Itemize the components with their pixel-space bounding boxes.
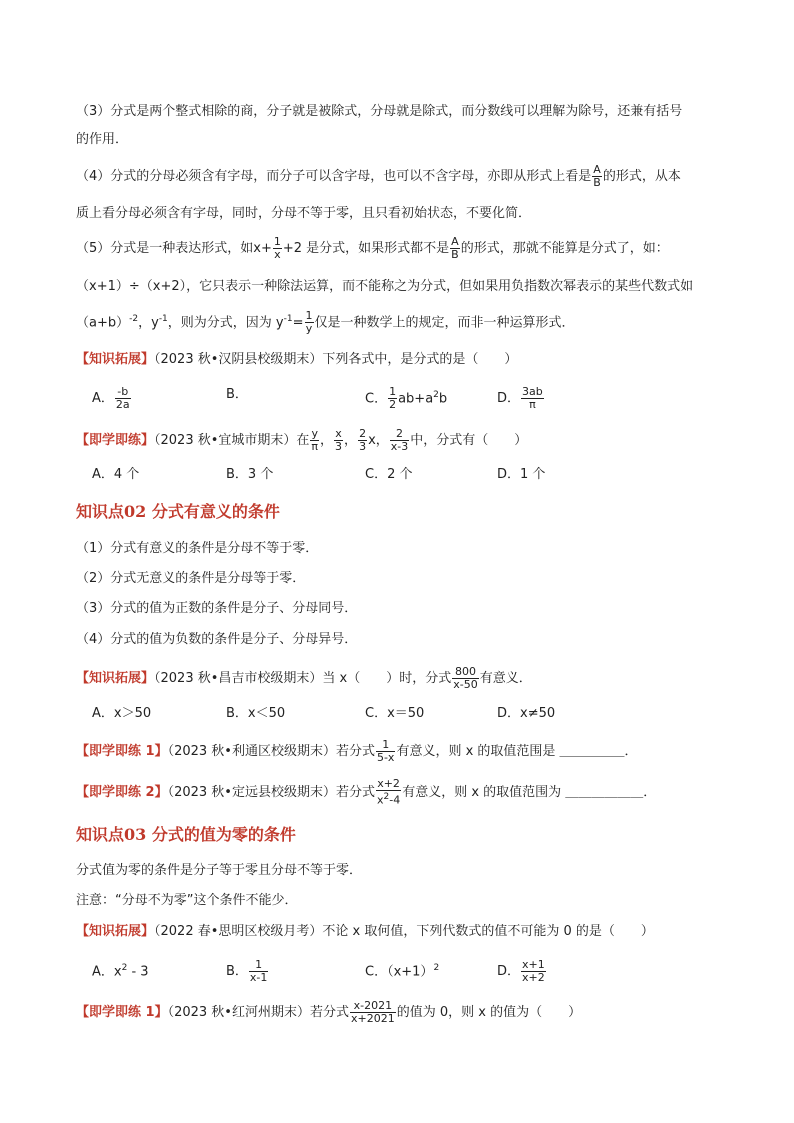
para-line: （3）分式的值为正数的条件是分子、分母同号． bbox=[76, 601, 358, 616]
fraction bbox=[115, 386, 131, 411]
option-d bbox=[497, 386, 545, 411]
denominator bbox=[376, 791, 401, 807]
text: ab+a bbox=[398, 391, 434, 407]
denominator: x bbox=[274, 248, 281, 261]
denominator: x+2021 bbox=[350, 1012, 395, 1025]
text: ， bbox=[320, 433, 334, 448]
option-d: D．x≠50 bbox=[497, 706, 556, 721]
numerator: 1 bbox=[376, 739, 395, 752]
question-4 bbox=[76, 739, 638, 764]
section-heading-3: 知识点03 分式的值为零的条件 bbox=[76, 825, 296, 844]
option-b bbox=[226, 959, 269, 984]
numerator: x bbox=[335, 427, 342, 440]
fraction-a-over-b bbox=[450, 236, 460, 261]
exponent: -1 bbox=[283, 314, 293, 324]
numerator: 2 bbox=[390, 428, 409, 441]
exponent: 2 bbox=[433, 963, 440, 973]
numerator: 800 bbox=[452, 666, 478, 679]
question-text: （2023 秋•利通区校级期末）若分式 bbox=[167, 744, 375, 759]
option-c bbox=[365, 386, 447, 411]
para-3-line2: 的作用． bbox=[76, 132, 129, 147]
text: （4）分式的分母必须含有字母，而分子可以含字母，也可以不含字母，亦即从形式上看是 bbox=[76, 169, 592, 184]
fraction bbox=[521, 959, 546, 984]
question-tag: 【即学即练 1】 bbox=[76, 1005, 168, 1020]
question-text: （2023 秋•宜城市期末）在 bbox=[154, 433, 310, 448]
para-line: （4）分式的值为负数的条件是分子、分母异号． bbox=[76, 632, 358, 647]
exponent: 2 bbox=[433, 390, 439, 400]
denominator: π bbox=[529, 398, 536, 411]
text: 的形式，从本 bbox=[602, 169, 681, 184]
option-a bbox=[92, 386, 132, 411]
text: 中，分式有（ ） bbox=[410, 433, 528, 448]
option-a: A．4 个 bbox=[92, 467, 140, 482]
question-tag: 【知识拓展】 bbox=[76, 924, 155, 939]
denominator: 3 bbox=[335, 440, 343, 453]
option-c: C．2 个 bbox=[365, 467, 413, 482]
denominator: 5-x bbox=[376, 751, 395, 764]
question-tag: 【即学即练】 bbox=[76, 433, 155, 448]
text: -4 bbox=[389, 793, 401, 807]
text: 有意义，则 x 的取值范围是 ＿＿＿＿＿． bbox=[396, 744, 638, 759]
denominator: B bbox=[593, 176, 601, 189]
denominator: x-50 bbox=[453, 678, 478, 691]
numerator: x-2021 bbox=[350, 1000, 396, 1013]
text: 有意义，则 x 的取值范围为 ＿＿＿＿＿＿． bbox=[402, 784, 657, 800]
para-line: 分式值为零的条件是分子等于零且分母不等于零． bbox=[76, 863, 363, 878]
question-tag: 【知识拓展】 bbox=[76, 352, 155, 367]
option-a: A．x＞50 bbox=[92, 706, 152, 721]
numerator: 2 bbox=[359, 427, 367, 440]
text: 的形式，那就不能算是分式了，如： bbox=[460, 241, 669, 256]
option-label: C．（x+1） bbox=[365, 964, 434, 980]
question-1 bbox=[76, 351, 517, 369]
fraction bbox=[376, 739, 395, 764]
denominator: 3 bbox=[359, 440, 367, 453]
exponent: -1 bbox=[158, 314, 168, 324]
para-5-line3 bbox=[76, 310, 575, 335]
denominator: x-3 bbox=[390, 440, 409, 453]
denominator: B bbox=[451, 248, 459, 261]
numerator: x+1 bbox=[522, 958, 545, 971]
fraction-1-over-y bbox=[305, 310, 314, 335]
text: +2 是分式，如果形式都不是 bbox=[282, 241, 450, 256]
option-label: D． bbox=[497, 964, 521, 979]
numerator: A bbox=[593, 163, 601, 176]
question-tag: 【即学即练 1】 bbox=[76, 744, 168, 759]
option-label: B． bbox=[226, 964, 248, 979]
para-5-line2: （x+1）÷（x+2），它只表示一种除法运算，而不能称之为分式，但如果用负指数次幂表示的某些代数式如 bbox=[76, 279, 694, 294]
text: ，则为分式，因为 y bbox=[167, 315, 284, 331]
denominator: x+2 bbox=[522, 971, 545, 984]
para-line: （2）分式无意义的条件是分母等于零． bbox=[76, 571, 306, 586]
numerator: A bbox=[451, 235, 459, 248]
denominator: y bbox=[305, 322, 313, 336]
text: （5）分式是一种表达形式，如 bbox=[76, 241, 254, 256]
para-4-line1 bbox=[76, 164, 681, 189]
denominator: x-1 bbox=[249, 971, 268, 984]
question-6 bbox=[76, 923, 654, 941]
numerator: x+2 bbox=[377, 777, 400, 790]
option-d: D．1 个 bbox=[497, 467, 546, 482]
question-text: （2022 春•思明区校级月考）不论 x 取何值，下列代数式的值不可能为 0 的是（ ） bbox=[154, 924, 654, 939]
text: 有意义． bbox=[479, 671, 532, 686]
exponent: -2 bbox=[129, 314, 139, 324]
option-c: C．x＝50 bbox=[365, 706, 425, 721]
question-tag: 【即学即练 2】 bbox=[76, 784, 168, 800]
text: ，y bbox=[138, 315, 159, 331]
option-label: C． bbox=[365, 391, 388, 407]
question-text: （2023 秋•红河州期末）若分式 bbox=[167, 1005, 349, 1020]
para-5-line1 bbox=[76, 236, 669, 261]
exponent: 2 bbox=[383, 792, 390, 802]
exponent: 2 bbox=[121, 963, 128, 973]
option-d bbox=[497, 959, 547, 984]
text: ， bbox=[344, 433, 358, 448]
text: 仅是一种数学上的规定，而非一种运算形式． bbox=[314, 315, 575, 331]
denominator: π bbox=[311, 440, 319, 453]
numerator: 1 bbox=[389, 385, 397, 399]
text: （a+b） bbox=[76, 315, 130, 331]
var-x: x+ bbox=[253, 241, 272, 256]
option-c bbox=[365, 959, 439, 981]
fraction bbox=[249, 959, 268, 984]
fraction bbox=[358, 428, 367, 453]
option-label: D． bbox=[497, 391, 521, 406]
text: x， bbox=[368, 433, 389, 448]
numerator: 1 bbox=[273, 235, 281, 248]
denominator: 2 bbox=[389, 398, 397, 412]
fraction bbox=[390, 428, 409, 453]
question-7 bbox=[76, 1000, 581, 1025]
fraction bbox=[334, 428, 343, 453]
option-b: B．x＜50 bbox=[226, 706, 286, 721]
denominator: 2a bbox=[115, 398, 130, 411]
text: - 3 bbox=[127, 964, 149, 980]
option-label: A．x bbox=[92, 964, 122, 980]
fraction-a-over-b bbox=[592, 164, 602, 189]
question-tag: 【知识拓展】 bbox=[76, 671, 155, 686]
fraction bbox=[376, 778, 401, 807]
question-2 bbox=[76, 428, 527, 453]
question-text: （2023 秋•定远县校级期末）若分式 bbox=[167, 784, 375, 800]
para-4-line2: 质上看分母必须含有字母，同时，分母不等于零，且只看初始状态，不要化简． bbox=[76, 206, 532, 221]
option-b: B．3 个 bbox=[226, 467, 274, 482]
option-label: A． bbox=[92, 391, 114, 406]
question-text: （2023 秋•汉阴县校级期末）下列各式中，是分式的是（ ） bbox=[154, 352, 518, 367]
question-text: （2023 秋•昌吉市校级期末）当 x（ ）时，分式 bbox=[154, 671, 452, 686]
question-5 bbox=[76, 778, 656, 807]
para-3-line1: （3）分式是两个整式相除的商，分子就是被除式，分母就是除式，而分数线可以理解为除号，还兼有括号 bbox=[76, 104, 683, 119]
fraction bbox=[350, 1000, 396, 1025]
question-3 bbox=[76, 666, 532, 691]
fraction-1-over-x bbox=[273, 236, 282, 261]
numerator: 3ab bbox=[522, 385, 543, 398]
fraction bbox=[452, 666, 478, 691]
fraction bbox=[521, 386, 544, 411]
numerator: -b bbox=[115, 386, 131, 399]
fraction bbox=[388, 386, 397, 411]
text: = bbox=[292, 315, 304, 331]
para-line: （1）分式有意义的条件是分母不等于零． bbox=[76, 541, 319, 556]
numerator: 1 bbox=[249, 959, 268, 972]
fraction bbox=[310, 428, 319, 453]
option-a bbox=[92, 959, 149, 981]
text: b bbox=[438, 391, 448, 407]
option-b: B． bbox=[226, 387, 248, 402]
text: x bbox=[376, 793, 384, 807]
section-heading-2: 知识点02 分式有意义的条件 bbox=[76, 502, 280, 521]
numerator: y bbox=[311, 427, 318, 440]
text: 的值为 0，则 x 的值为（ ） bbox=[396, 1005, 582, 1020]
para-line: 注意：“分母不为零”这个条件不能少． bbox=[76, 893, 298, 908]
numerator: 1 bbox=[305, 309, 313, 323]
